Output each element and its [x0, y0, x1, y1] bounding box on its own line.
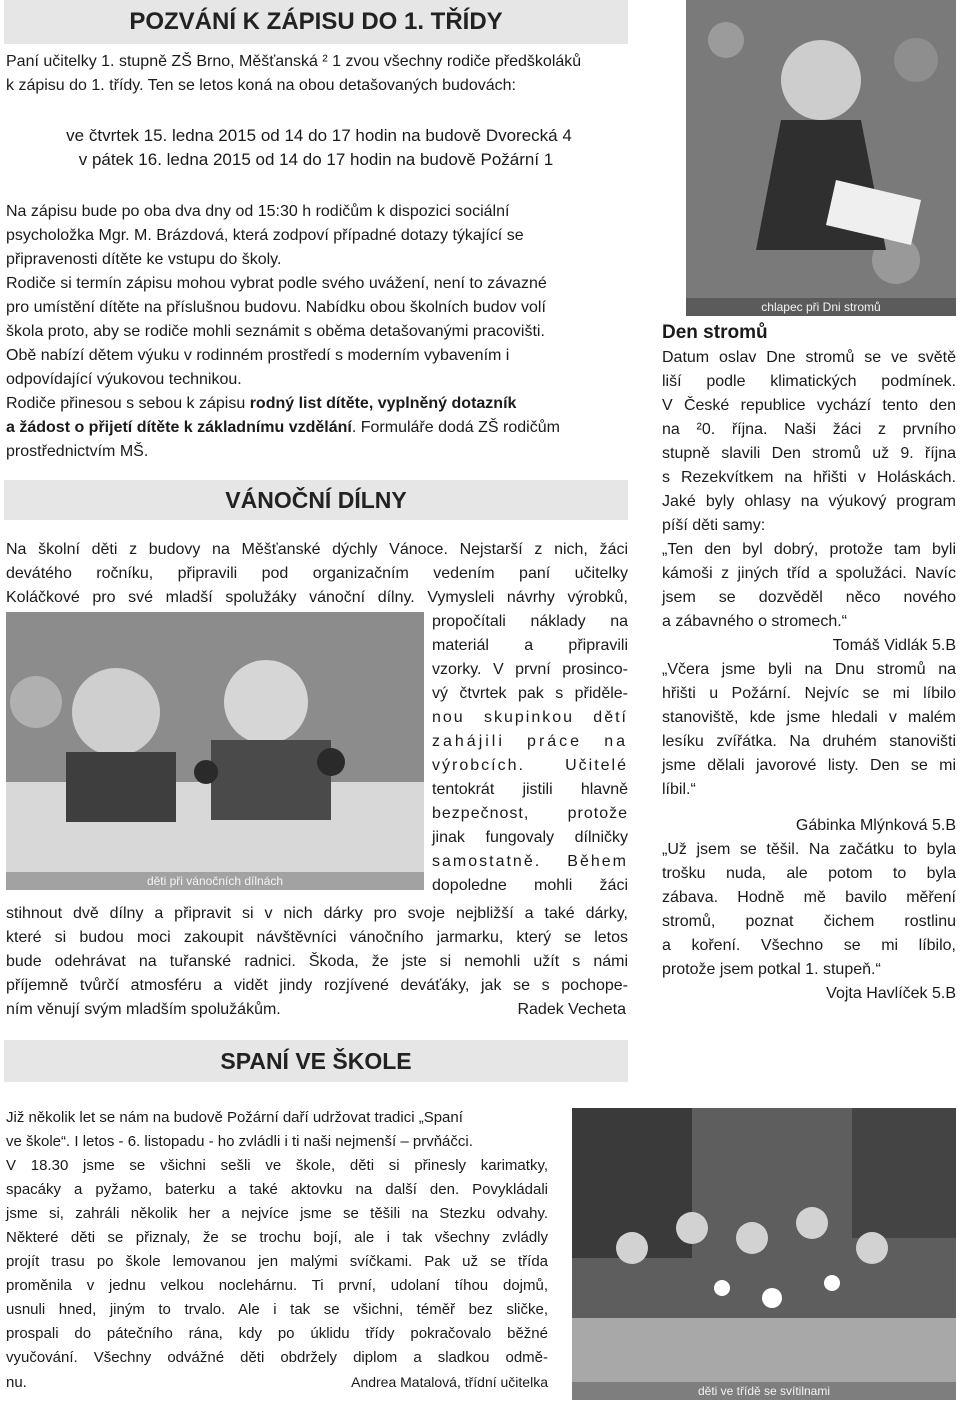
strom-line: na ²0. října. Naši žáci z prvního	[662, 421, 956, 438]
strom-author: Vojta Havlíček 5.B	[826, 985, 956, 1002]
dilny-narrow-line: výrobcích. Učitelé	[432, 757, 628, 774]
dilny-photo-art	[6, 612, 424, 890]
spani-text	[6, 1106, 548, 1395]
dilny-title: VÁNOČNÍ DÍLNY	[4, 480, 628, 520]
zapis-docs-text: Rodiče přinesou s sebou k zápisu	[6, 395, 250, 412]
dilny-line: bude odehrávat na tuřanské radnici. Škoda, že jste si nemohli užít s námi	[6, 953, 628, 970]
strom-line: Jaké byly ohlasy na výukový program	[662, 493, 956, 510]
zapis-docs-line	[6, 392, 630, 416]
strom-line: Datum oslav Dne stromů se ve světě	[662, 349, 956, 366]
strom-photo-art	[686, 0, 956, 316]
dilny-narrow-line: jinak fungovaly dílničky	[432, 829, 628, 846]
spani-line: proměnila v jednu velkou noclehárnu. Ti první, udolaní tíhou dojmů,	[6, 1277, 548, 1294]
dilny-narrow-line: dopoledne mohli žáci	[432, 877, 628, 894]
zapis-docs-bold: rodný list dítěte, vyplněný dotazník	[249, 395, 517, 412]
zapis-body-line: škola proto, aby se rodiče mohli seznámit s oběma detašovanými pracovišti.	[6, 323, 545, 340]
zapis-body-line: Rodiče si termín zápisu mohou vybrat podle svého uvážení, není to závazné	[6, 275, 547, 292]
strom-column	[662, 320, 956, 1006]
zapis-body-line: Na zápisu bude po oba dva dny od 15:30 h rodičům k dispozici sociální	[6, 203, 510, 220]
dilny-narrow-line: bezpečnost, protože	[432, 805, 628, 822]
zapis-intro	[6, 50, 626, 98]
strom-quote-line: trošku nuda, ale potom to byla	[662, 865, 956, 882]
zapis-docs-line: prostřednictvím MŠ.	[6, 443, 149, 460]
zapis-intro-line: k zápisu do 1. třídy. Ten se letos koná na obou detašovaných budovách:	[6, 77, 516, 94]
spani-line: spacáky a pyžamo, baterku a také aktovku na další den. Povykládali	[6, 1181, 548, 1198]
dilny-photo-caption: děti při vánočních dílnách	[6, 872, 424, 890]
dilny-author: Radek Vecheta	[517, 1001, 626, 1018]
zapis-title: POZVÁNÍ K ZÁPISU DO 1. TŘÍDY	[4, 0, 628, 44]
strom-quote-line: jsem se dozvěděl něco nového	[662, 589, 956, 606]
dilny-narrow-line: materiál a připravili	[432, 637, 628, 654]
strom-quote-line: jsme dělali javorové listy. Den se mi	[662, 757, 956, 774]
dilny-intro	[6, 538, 628, 610]
dilny-line: devátého ročníku, připravili pod organizačním vedením paní učitelky	[6, 565, 628, 582]
dilny-narrow-line: nou skupinkou dětí	[432, 709, 628, 726]
strom-quote-line: zábava. Hodně mě bavilo měření	[662, 889, 956, 906]
strom-quote-line: kámoši z jiných tříd a spolužáci. Navíc	[662, 565, 956, 582]
spani-line: prospali do pátečního rána, kdy po úklidu třídy pokračovalo běžné	[6, 1325, 548, 1342]
strom-quote-line: líbil.“	[662, 781, 696, 798]
dilny-line: které si budou moci zakoupit návštěvníci vánočního jarmarku, který se letos	[6, 929, 628, 946]
strom-quote-line: „Včera jsme byli na Dnu stromů na	[662, 661, 956, 678]
zapis-body-line: odpovídající výukovou technikou.	[6, 371, 242, 388]
spani-line: usnuli hned, jiným to trvalo. Ale i tak se všichni, téměř bez sličke,	[6, 1301, 548, 1318]
strom-line: s Rezekvítkem na hřišti v Holáskách.	[662, 469, 956, 486]
dilny-narrow	[432, 610, 628, 898]
zapis-body-line: připravenosti dítěte ke vstupu do školy.	[6, 251, 282, 268]
strom-quote-line: hřišti u Požární. Nejvíc se mi líbilo	[662, 685, 956, 702]
spani-line: Již několik let se nám na budově Požární daří udržovat tradici „Spaní	[6, 1109, 463, 1126]
strom-photo-caption: chlapec při Dni stromů	[686, 298, 956, 316]
strom-quote-line: protože jsem potkal 1. stupeň.“	[662, 961, 881, 978]
strom-quote-line: „Už jsem se těšil. Na začátku to byla	[662, 841, 956, 858]
spani-title: SPANÍ VE ŠKOLE	[4, 1040, 628, 1082]
dilny-narrow-line: samostatně. Během	[432, 853, 628, 870]
dilny-narrow-line: tentokrát jistili hlavně	[432, 781, 628, 798]
strom-quote-line: „Ten den byl dobrý, protože tam byli	[662, 541, 956, 558]
spani-last-word: nu.	[6, 1374, 27, 1391]
spani-line: ve škole“. I letos - 6. listopadu - ho zvládli i ti naši nejmenší – prvňáčci.	[6, 1133, 473, 1150]
zapis-body-line: psycholožka Mgr. M. Brázdová, která zodpoví případné dotazy týkající se	[6, 227, 524, 244]
spani-line: vyučování. Všechny odvážné děti obdržely diplom a sladkou odmě-	[6, 1349, 548, 1366]
zapis-dates	[4, 124, 628, 172]
spani-author: Andrea Matalová, třídní učitelka	[351, 1374, 548, 1390]
zapis-docs-line	[6, 416, 630, 440]
spani-line: V 18.30 jsme se všichni sešli ve škole, děti si přinesly karimatky,	[6, 1157, 548, 1174]
strom-title: Den stromů	[662, 322, 768, 343]
strom-author: Tomáš Vidlák 5.B	[832, 637, 956, 654]
strom-line: stupně slavili Den stromů už 9. října	[662, 445, 956, 462]
dilny-narrow-line: vzorky. V první prosinco-	[432, 661, 628, 678]
dilny-narrow-line: propočítali náklady na	[432, 613, 628, 630]
strom-line: V České republice vychází tento den	[662, 397, 956, 414]
strom-quote-line: a koření. Všechno se mi líbilo,	[662, 937, 956, 954]
zapis-date-line: v pátek 16. ledna 2015 od 14 do 17 hodin na budově Požární 1	[78, 150, 554, 169]
dilny-line: Na školní děti z budovy na Měšťanské dýchly Vánoce. Nejstarší z nich, žáci	[6, 541, 628, 558]
zapis-body	[6, 200, 630, 464]
zapis-body-line: pro umístění dítěte na příslušnou budovu. Nabídku obou školních budov volí	[6, 299, 546, 316]
spani-photo	[572, 1108, 956, 1400]
dilny-narrow-line: vý čtvrtek pak s přiděle-	[432, 685, 628, 702]
zapis-docs-text: . Formuláře dodá ZŠ rodičům	[351, 419, 560, 436]
dilny-last-line	[6, 998, 628, 1022]
strom-photo	[686, 0, 956, 316]
dilny-last-text: ním věnují svým mladším spolužákům.	[6, 1001, 281, 1018]
strom-line: liší podle klimatických podmínek.	[662, 373, 956, 390]
dilny-line: stihnout dvě dílny a připravit si v nich dárky pro svoje nejbližší a také dárky,	[6, 905, 628, 922]
strom-line: píší děti samy:	[662, 517, 766, 534]
spani-line: Některé děti se přiznaly, že se trochu bojí, ale i tak všechny zvládly	[6, 1229, 548, 1246]
strom-quote-line: stanoviště, kde jsme hledali v malém	[662, 709, 956, 726]
strom-quote-line: a zábavného o stromech.“	[662, 613, 847, 630]
spani-line: projít trasu po škole lemovanou jen malými svíčkami. Pak už se třída	[6, 1253, 548, 1270]
strom-quote-line: stromů, poznat čichem rostlinu	[662, 913, 956, 930]
spani-last-line	[6, 1370, 548, 1395]
dilny-tail	[6, 902, 628, 1022]
dilny-photo	[6, 612, 424, 890]
spani-line: jsme si, zahráli několik her a nejvíce jsme se těšili na Stezku odvahy.	[6, 1205, 548, 1222]
zapis-intro-line: Paní učitelky 1. stupně ZŠ Brno, Měšťanská ² 1 zvou všechny rodiče předškoláků	[6, 53, 582, 70]
strom-author: Gábinka Mlýnková 5.B	[795, 817, 956, 834]
dilny-line: příjemně tvůrčí atmosféru a vidět jindy rozjívené deváťáky, jak se s pochope-	[6, 977, 628, 994]
spani-photo-art	[572, 1108, 956, 1400]
zapis-date-line: ve čtvrtek 15. ledna 2015 od 14 do 17 hodin na budově Dvorecká 4	[66, 126, 572, 145]
strom-quote-line: lesíku zvířátka. Na druhém stanovišti	[662, 733, 956, 750]
dilny-narrow-line: zahájili práce na	[432, 733, 628, 750]
spani-photo-caption: děti ve třídě se svítilnami	[572, 1382, 956, 1400]
dilny-line: Koláčkové pro své mladší spolužáky vánoční dílny. Vymysleli návrhy výrobků,	[6, 589, 628, 606]
zapis-docs-bold: a žádost o přijetí dítěte k základnímu vzdělání	[6, 419, 352, 436]
zapis-body-line: Obě nabízí dětem výuku v rodinném prostředí s moderním vybavením i	[6, 347, 510, 364]
